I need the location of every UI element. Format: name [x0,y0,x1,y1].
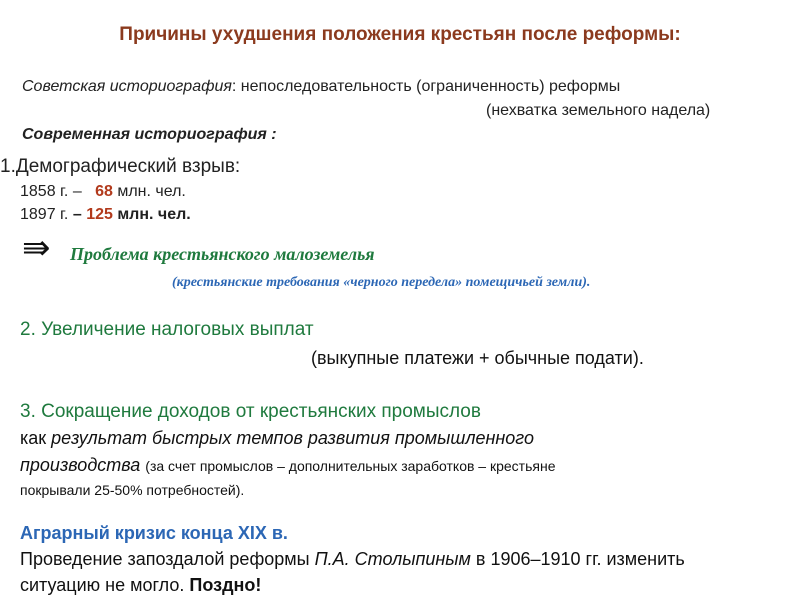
crafts-line-3-note: (за счет промыслов – дополнительных заработков – крестьяне [145,458,556,474]
population-1897-value: 125 [86,206,113,223]
slide-title: Причины ухудшения положения крестьян после реформы: [119,24,681,45]
population-1858-value: 68 [95,183,113,200]
crafts-line-2 [20,428,534,449]
crafts-heading: 3. Сокращение доходов от крестьянских промыслов [20,401,481,422]
too-late-label: Поздно! [189,575,262,595]
agrarian-crisis-heading: Аграрный кризис конца XIX в. [20,523,288,543]
population-1858 [20,183,186,201]
crafts-line-2-prefix: как [20,428,47,448]
soviet-historiography-text: : непоследовательность (ограниченность) реформы [231,78,621,95]
taxes-heading: 2. Увеличение налоговых выплат [20,319,314,340]
taxes-detail: (выкупные платежи + обычные подати). [311,348,644,368]
population-1897-unit: млн. чел. [117,206,191,223]
peasant-demands-note: (крестьянские требования «черного передела» помещичьей земли). [172,275,591,290]
crafts-line-4-note: покрывали 25-50% потребностей). [20,482,245,498]
stolypin-name: П.А. Столыпиным [314,549,471,569]
soviet-historiography-continuation: (нехватка земельного надела) [486,102,711,119]
demographic-heading: 1.Демографический взрыв: [0,156,241,177]
stolypin-suffix: в 1906–1910 гг. изменить [475,549,685,569]
year-1858: 1858 г. – [20,183,82,200]
population-1897 [20,206,191,224]
stolypin-line-2 [20,575,261,596]
dash-1897: – [72,206,82,223]
stolypin-prefix: Проведение запоздалой реформы [20,549,310,569]
crafts-line-2-italic: результат быстрых темпов развития промышленного [51,428,534,448]
triple-arrow-icon: ⇛ [22,229,51,267]
problem-land-shortage: Проблема крестьянского малоземелья [70,244,375,264]
soviet-historiography-label: Советская историография [22,78,232,95]
stolypin-line-1 [20,549,685,570]
stolypin-line-2-prefix: ситуацию не могло. [20,575,185,595]
population-1858-unit: млн. чел. [117,183,186,200]
modern-historiography-label: Современная историография : [22,126,277,143]
year-1897: 1897 г. [20,206,69,223]
crafts-line-3 [20,455,556,476]
soviet-historiography-line [22,78,620,96]
crafts-line-3-italic: производства [20,455,141,475]
